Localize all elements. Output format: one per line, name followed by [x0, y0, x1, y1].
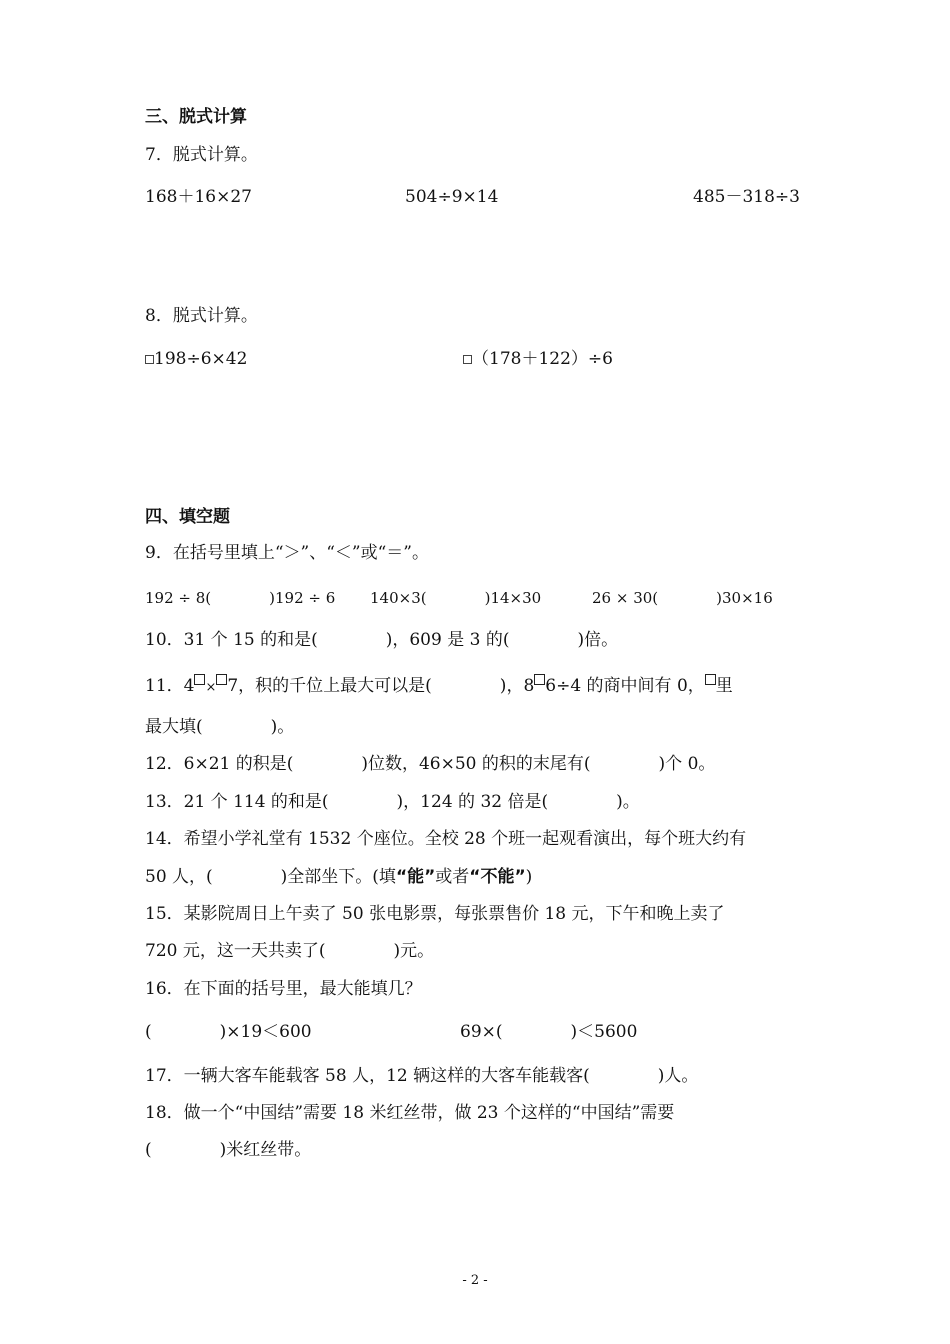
section-title-3: 三、脱式计算: [145, 107, 247, 127]
q9-item-2: 140×3( )14×30: [370, 589, 542, 607]
q17: 17．一辆大客车能载客 58 人，12 辆这样的大客车能载客( )人。: [145, 1066, 699, 1086]
placeholder-box: [145, 355, 154, 364]
q7-expr-2: 504÷9×14: [405, 187, 499, 207]
q8-label: 8．脱式计算。: [145, 306, 258, 326]
q11-line-2: 最大填( )。: [145, 717, 295, 737]
q11-line-1: 11．4 × 7，积的千位上最大可以是( )，8 6÷4 的商中间有 0， 里: [145, 676, 733, 696]
q9-item-3: 26 × 30( )30×16: [592, 589, 773, 607]
q7-label: 7．脱式计算。: [145, 145, 258, 165]
placeholder-box: [463, 355, 472, 364]
q15-line-2: 720 元，这一天共卖了( )元。: [145, 941, 435, 961]
q15-line-1: 15．某影院周日上午卖了 50 张电影票，每张票售价 18 元，下午和晚上卖了: [145, 904, 725, 924]
q10: 10．31 个 15 的和是( )，609 是 3 的( )倍。: [145, 630, 619, 650]
q18-line-1: 18．做一个“中国结”需要 18 米红丝带，做 23 个这样的“中国结”需要: [145, 1103, 675, 1123]
q16-label: 16．在下面的括号里，最大能填几？: [145, 979, 422, 999]
q9-item-1: 192 ÷ 8( )192 ÷ 6: [145, 589, 336, 607]
q8-expr-1: 198÷6×42: [145, 349, 247, 369]
q9-label: 9．在括号里填上“＞”、“＜”或“＝”。: [145, 543, 429, 563]
q16-b: 69×( )＜5600: [460, 1022, 638, 1042]
q7-expr-1: 168＋16×27: [145, 187, 252, 207]
blank-box: [534, 674, 545, 685]
q12: 12．6×21 的积是( )位数，46×50 的积的末尾有( )个 0。: [145, 754, 716, 774]
q14-line-2: 50 人，( )全部坐下。(填“能”或者“不能”): [145, 867, 533, 887]
q14-line-1: 14．希望小学礼堂有 1532 个座位。全校 28 个班一起观看演出，每个班大约有: [145, 829, 747, 849]
blank-box: [705, 674, 716, 685]
q18-line-2: ( )米红丝带。: [145, 1140, 312, 1160]
blank-box: [194, 674, 205, 685]
q8-expr-2: （178＋122）÷6: [463, 349, 613, 369]
section-title-4: 四、填空题: [145, 507, 230, 527]
q7-expr-3: 485－318÷3: [693, 187, 800, 207]
q13: 13．21 个 114 的和是( )，124 的 32 倍是( )。: [145, 792, 640, 812]
blank-box: [216, 674, 227, 685]
q16-a: ( )×19＜600: [145, 1022, 312, 1042]
page-number: - 2 -: [462, 1273, 488, 1288]
